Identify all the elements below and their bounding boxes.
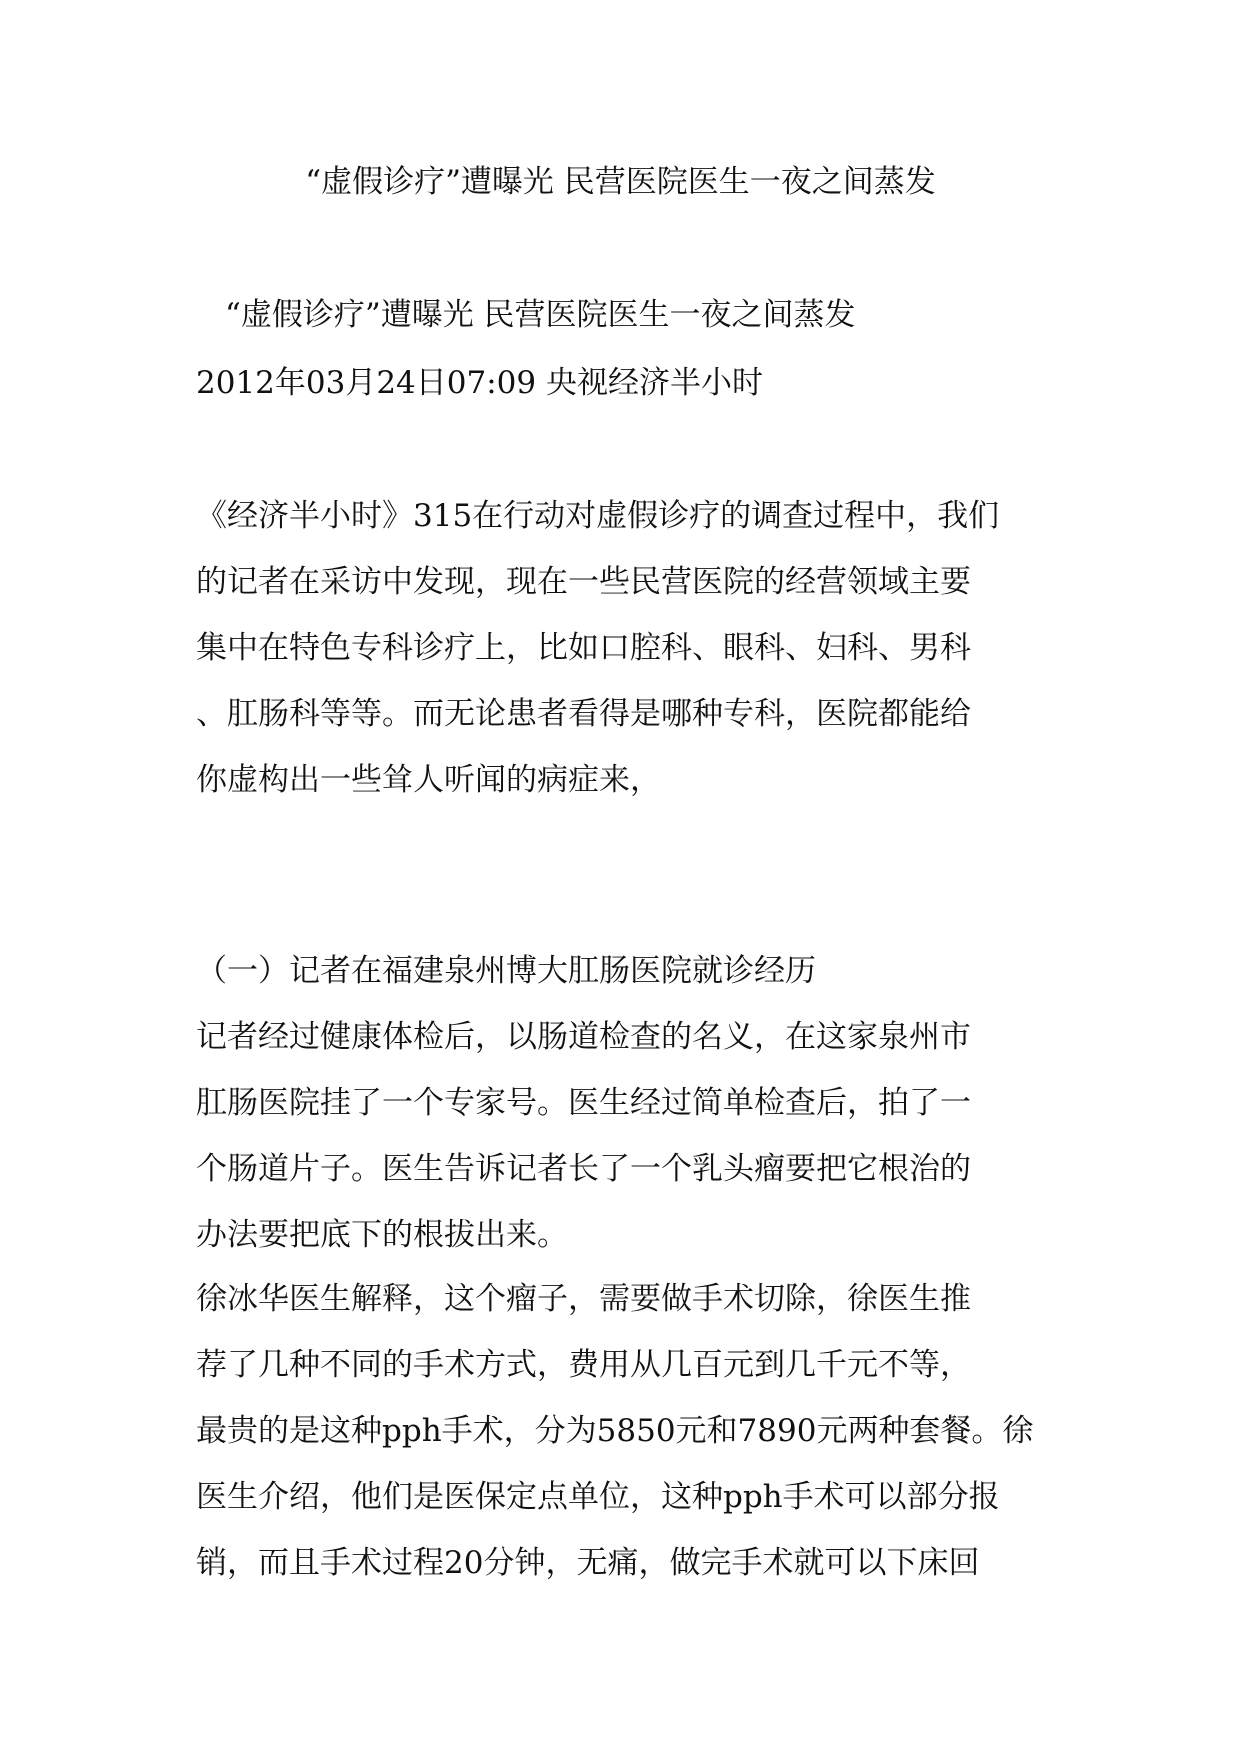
text-line: 集中在特色专科诊疗上，比如口腔科、眼科、妇科、男科 — [196, 630, 971, 666]
paragraph-surgery — [196, 1266, 1066, 1596]
text-line: 、肛肠科等等。而无论患者看得是哪种专科，医院都能给 — [196, 696, 971, 732]
document-title: “虚假诊疗”遭曝光 民营医院医生一夜之间蒸发 — [305, 164, 936, 200]
text-line: 销，而且手术过程20分钟，无痛，做完手术就可以下床回 — [196, 1545, 980, 1581]
text-line: 肛肠医院挂了一个专家号。医生经过简单检查后，拍了一 — [196, 1085, 971, 1121]
article-dateline: 2012年03月24日07:09 央视经济半小时 — [196, 365, 763, 401]
text-line: 荐了几种不同的手术方式，费用从几百元到几千元不等， — [196, 1347, 971, 1383]
text-line: 《经济半小时》315在行动对虚假诊疗的调查过程中，我们 — [196, 498, 1000, 534]
paragraph-visit — [196, 1004, 1066, 1268]
text-line: 你虚构出一些耸人听闻的病症来， — [196, 762, 661, 798]
section-heading: （一）记者在福建泉州博大肛肠医院就诊经历 — [196, 953, 816, 989]
text-line: 医生介绍，他们是医保定点单位，这种pph手术可以部分报 — [196, 1479, 1000, 1515]
article-headline: “虚假诊疗”遭曝光 民营医院医生一夜之间蒸发 — [225, 297, 856, 333]
text-line: 记者经过健康体检后，以肠道检查的名义，在这家泉州市 — [196, 1019, 971, 1055]
text-line: 徐冰华医生解释，这个瘤子，需要做手术切除，徐医生推 — [196, 1281, 971, 1317]
text-line: 个肠道片子。医生告诉记者长了一个乳头瘤要把它根治的 — [196, 1151, 971, 1187]
text-line: 最贵的是这种pph手术，分为5850元和7890元两种套餐。徐 — [196, 1413, 1034, 1449]
text-line: 的记者在采访中发现，现在一些民营医院的经营领域主要 — [196, 564, 971, 600]
text-line: 办法要把底下的根拔出来。 — [196, 1217, 568, 1253]
paragraph-intro — [196, 483, 1066, 813]
